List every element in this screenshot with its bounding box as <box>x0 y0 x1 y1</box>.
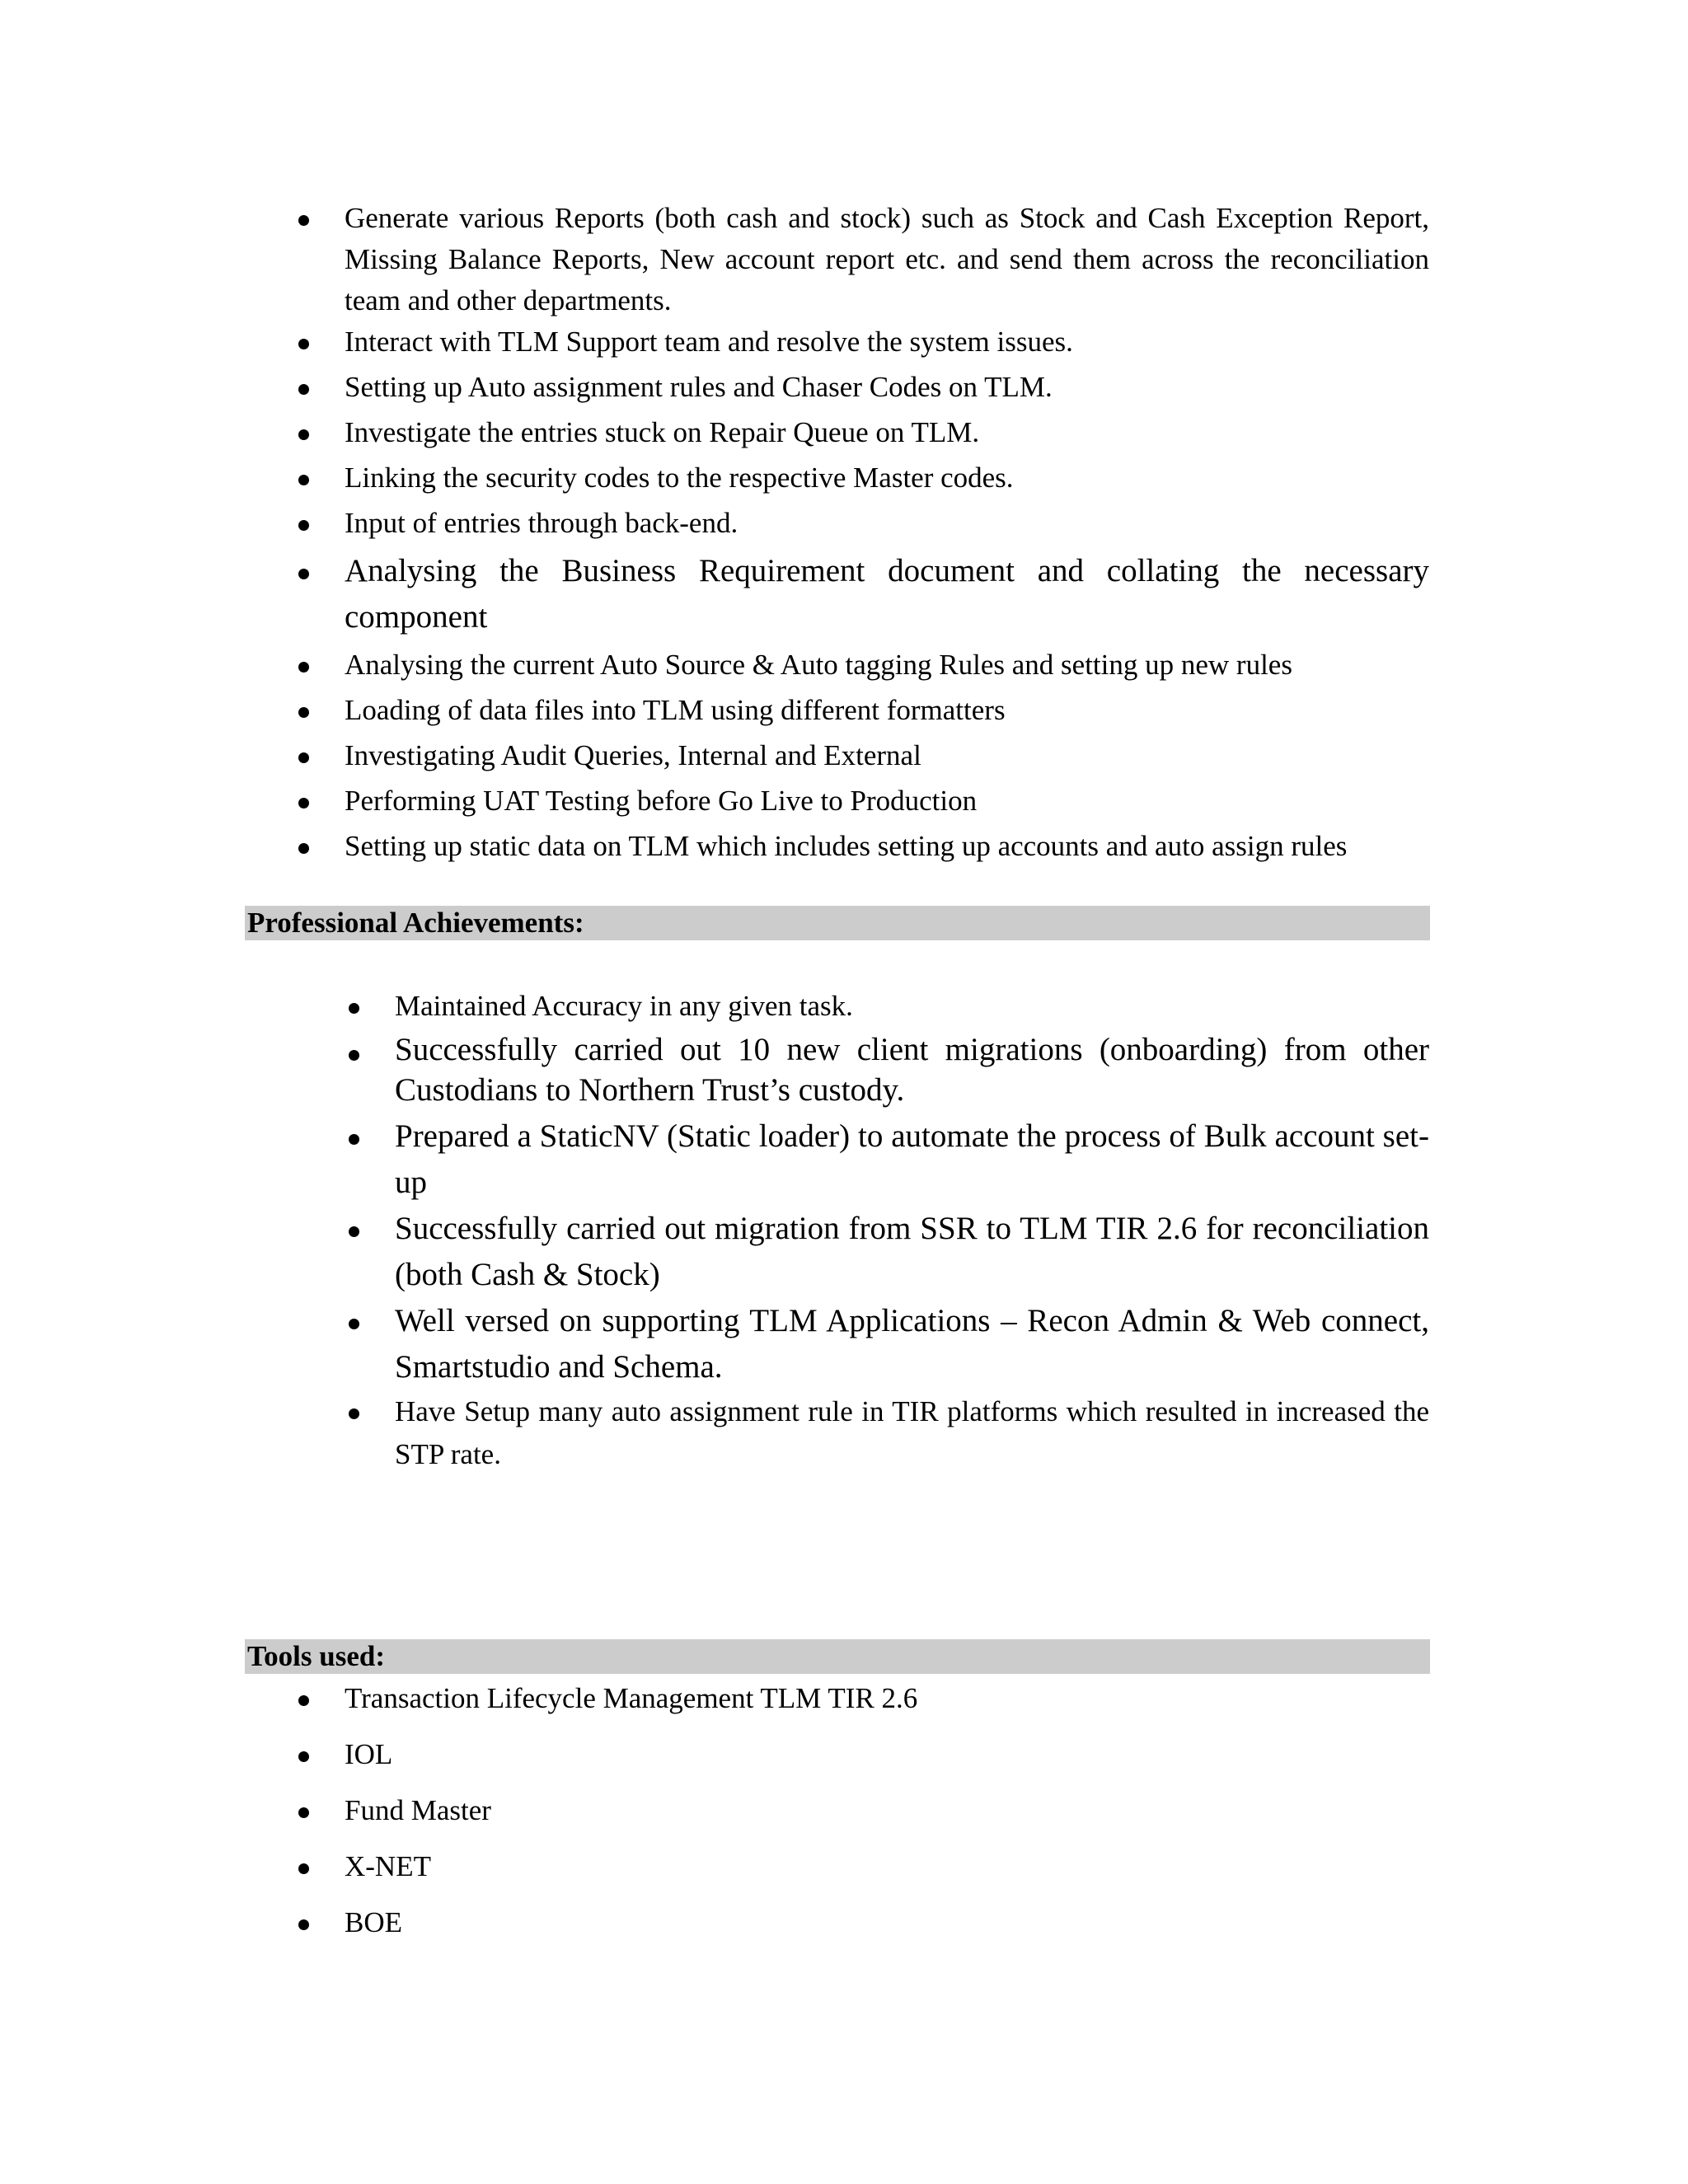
list-item: IOL <box>345 1734 1429 1775</box>
list-item: Linking the security codes to the respective Master codes. <box>345 457 1429 499</box>
achievements-list <box>395 985 1429 1478</box>
list-item: Well versed on supporting TLM Applications – Recon Admin & Web connect, Smartstudio and Schema. <box>395 1298 1429 1390</box>
list-item: X-NET <box>345 1846 1429 1887</box>
list-item: Prepared a StaticNV (Static loader) to automate the process of Bulk account set-up <box>395 1113 1429 1206</box>
list-item: Investigate the entries stuck on Repair Queue on TLM. <box>345 412 1429 453</box>
list-item: Loading of data files into TLM using different formatters <box>345 690 1429 731</box>
list-item: Setting up static data on TLM which includes setting up accounts and auto assign rules <box>345 826 1429 867</box>
list-item: Generate various Reports (both cash and stock) such as Stock and Cash Exception Report, Missing Balance Reports, New account report etc. and send them across the reconciliation team and other departments. <box>345 198 1429 321</box>
section-heading-tools: Tools used: <box>245 1639 1430 1674</box>
list-item: Analysing the current Auto Source & Auto tagging Rules and setting up new rules <box>345 644 1429 686</box>
list-item: Transaction Lifecycle Management TLM TIR 2.6 <box>345 1678 1429 1719</box>
list-item: Interact with TLM Support team and resolve the system issues. <box>345 321 1429 363</box>
list-item: Have Setup many auto assignment rule in TIR platforms which resulted in increased the STP rate. <box>395 1390 1429 1476</box>
section-heading-achievements: Professional Achievements: <box>245 906 1430 940</box>
list-item: Investigating Audit Queries, Internal and External <box>345 735 1429 776</box>
list-item: Setting up Auto assignment rules and Chaser Codes on TLM. <box>345 367 1429 408</box>
list-item: Maintained Accuracy in any given task. <box>395 985 1429 1028</box>
list-item: Successfully carried out migration from SSR to TLM TIR 2.6 for reconciliation (both Cash & Stock) <box>395 1206 1429 1298</box>
list-item: Successfully carried out 10 new client migrations (onboarding) from other Custodians to Northern Trust’s custody. <box>395 1029 1429 1110</box>
duties-list <box>345 198 1429 871</box>
list-item: BOE <box>345 1902 1429 1943</box>
list-item: Input of entries through back-end. <box>345 503 1429 544</box>
list-item: Fund Master <box>345 1790 1429 1831</box>
tools-list <box>345 1678 1429 1958</box>
list-item: Performing UAT Testing before Go Live to Production <box>345 780 1429 822</box>
list-item: Analysing the Business Requirement document and collating the necessary component <box>345 548 1429 640</box>
